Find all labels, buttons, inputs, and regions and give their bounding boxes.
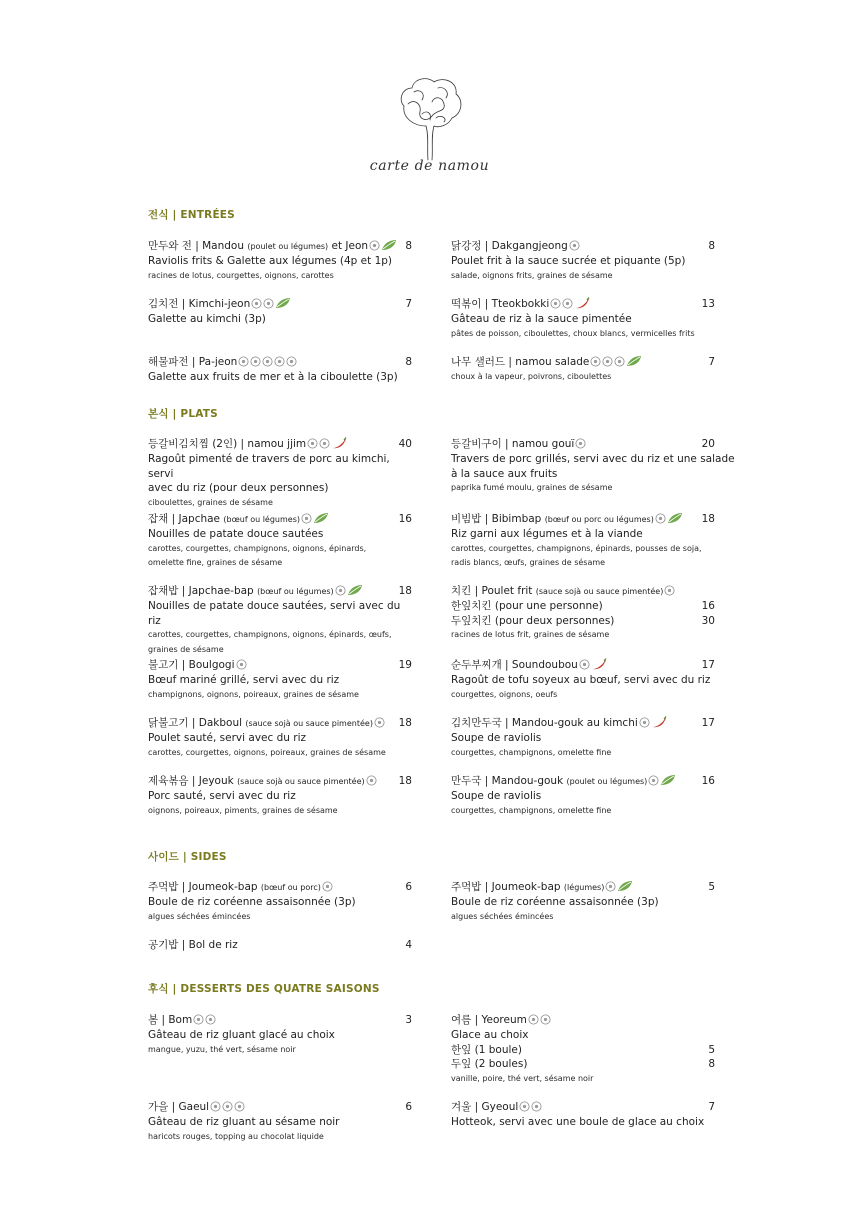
item-description: Ragoût pimenté de travers de porc au kimchi, servi bbox=[148, 453, 390, 480]
item-ingredients: courgettes, champignons, omelette fine bbox=[451, 805, 612, 815]
item-title: 제육볶음 | Jeyouk bbox=[148, 775, 234, 787]
item-description: Poulet sauté, servi avec du riz bbox=[148, 732, 307, 744]
item-note: (bœuf ou légumes) bbox=[223, 515, 300, 524]
section-title-desserts: 후식 | DESSERTS DES QUATRE SAISONS bbox=[148, 983, 380, 995]
item-title: 김치만두국 | Mandou-gouk au kimchi bbox=[451, 717, 638, 729]
allergen-icon bbox=[210, 1101, 221, 1112]
allergen-icon bbox=[319, 438, 330, 449]
item-option-double bbox=[451, 1057, 715, 1072]
section-title-plats: 본식 | PLATS bbox=[148, 408, 218, 420]
menu-item-joumeok-bap-veg bbox=[451, 880, 715, 924]
item-note: (sauce sojà ou sauce pimentée) bbox=[237, 777, 365, 786]
menu-item-mandou bbox=[148, 239, 412, 283]
menu-item-dakgangjeong bbox=[451, 239, 715, 283]
item-ingredients: salade, oignons frits, graines de sésame bbox=[451, 270, 613, 280]
item-title-suffix: et Jeon bbox=[331, 240, 369, 252]
allergen-icon bbox=[531, 1101, 542, 1112]
menu-item-soundoubou bbox=[451, 658, 715, 702]
allergen-icon bbox=[648, 775, 659, 786]
item-option-single bbox=[451, 599, 715, 614]
allergen-icon bbox=[193, 1014, 204, 1025]
allergen-icon bbox=[205, 1014, 216, 1025]
allergen-icon bbox=[238, 356, 249, 367]
item-ingredients: algues séchées émincées bbox=[148, 911, 251, 921]
allergen-icon bbox=[664, 585, 675, 596]
option-label: 한잎 (1 boule) bbox=[451, 1043, 522, 1056]
item-title: 겨울 | Gyeoul bbox=[451, 1101, 519, 1113]
item-title: 잡채밥 | Japchae-bap bbox=[148, 585, 254, 597]
item-description-2: avec du riz (pour deux personnes) bbox=[148, 482, 329, 494]
vegetarian-leaf-icon bbox=[313, 512, 329, 524]
item-option-double bbox=[451, 614, 715, 629]
item-note: (bœuf ou porc) bbox=[260, 883, 321, 892]
item-title: 주먹밥 | Joumeok-bap bbox=[148, 881, 258, 893]
option-price: 30 bbox=[701, 614, 715, 627]
allergen-icon bbox=[335, 585, 346, 596]
item-description: Riz garni aux légumes et à la viande bbox=[451, 528, 643, 540]
item-description: Ragoût de tofu soyeux au bœuf, servi avec du riz bbox=[451, 674, 711, 686]
item-ingredients: vanille, poire, thé vert, sésame noir bbox=[451, 1073, 594, 1083]
item-title: 순두부찌개 | Soundoubou bbox=[451, 659, 578, 671]
item-option-single bbox=[451, 1043, 715, 1058]
option-price: 16 bbox=[701, 600, 715, 612]
restaurant-logo bbox=[362, 74, 497, 176]
item-description: Soupe de raviolis bbox=[451, 732, 542, 744]
allergen-icon bbox=[614, 356, 625, 367]
vegetarian-leaf-icon bbox=[275, 297, 291, 309]
item-note: (poulet ou légumes) bbox=[247, 242, 329, 251]
allergen-icon bbox=[263, 298, 274, 309]
item-title: 비빔밥 | Bibimbap bbox=[451, 513, 542, 525]
item-note: (légumes) bbox=[563, 883, 605, 892]
vegetarian-leaf-icon bbox=[667, 512, 683, 524]
item-title: 나무 샐러드 | namou salade bbox=[451, 356, 590, 368]
item-title: 닭불고기 | Dakboul bbox=[148, 717, 243, 729]
item-price: 19 bbox=[398, 659, 412, 671]
chili-pepper-icon bbox=[651, 716, 667, 728]
menu-item-bibimbap bbox=[451, 512, 715, 571]
item-ingredients: racines de lotus frit, graines de sésame bbox=[451, 630, 610, 639]
menu-item-bol-de-riz bbox=[148, 938, 412, 953]
allergen-icon bbox=[540, 1014, 551, 1025]
allergen-icon bbox=[562, 298, 573, 309]
item-title: 가을 | Gaeul bbox=[148, 1101, 210, 1113]
item-ingredients-2: omelette fine, graines de sésame bbox=[148, 558, 283, 567]
item-price: 18 bbox=[398, 585, 412, 597]
allergen-icon bbox=[322, 881, 333, 892]
item-description: Poulet frit à la sauce sucrée et piquante (5p) bbox=[451, 255, 686, 267]
allergen-icon bbox=[369, 240, 380, 251]
item-title: 닭강정 | Dakgangjeong bbox=[451, 240, 568, 252]
option-price: 8 bbox=[708, 1058, 715, 1070]
item-price: 3 bbox=[405, 1014, 412, 1026]
item-ingredients: choux à la vapeur, poivrons, ciboulettes bbox=[451, 372, 612, 381]
item-price: 5 bbox=[708, 881, 715, 893]
menu-item-kimchi-jeon bbox=[148, 297, 412, 327]
item-price: 18 bbox=[701, 513, 715, 525]
chili-pepper-icon bbox=[574, 297, 590, 309]
vegetarian-leaf-icon bbox=[660, 774, 676, 786]
menu-item-gyeoul bbox=[451, 1100, 715, 1130]
item-title: 떡볶이 | Tteokbokki bbox=[451, 298, 550, 310]
item-title: 해물파전 | Pa-jeon bbox=[148, 356, 238, 368]
item-price: 13 bbox=[701, 298, 715, 310]
logo-text: carte de namou bbox=[369, 158, 490, 174]
allergen-icon bbox=[579, 659, 590, 670]
item-description: Gâteau de riz gluant glacé au choix bbox=[148, 1029, 335, 1041]
allergen-icon bbox=[366, 775, 377, 786]
item-title: 여름 | Yeoreum bbox=[451, 1014, 527, 1026]
item-note: (bœuf ou porc ou légumes) bbox=[544, 515, 654, 524]
item-note: (sauce sojà ou sauce pimentée) bbox=[535, 587, 664, 596]
item-description: Glace au choix bbox=[451, 1029, 529, 1041]
item-price: 7 bbox=[708, 356, 715, 368]
menu-item-gaeul bbox=[148, 1100, 412, 1144]
item-ingredients: pâtes de poisson, ciboulettes, choux blancs, vermicelles frits bbox=[451, 328, 695, 338]
option-price: 5 bbox=[708, 1043, 715, 1056]
section-title-sides: 사이드 | SIDES bbox=[148, 851, 227, 863]
item-price: 18 bbox=[398, 775, 412, 787]
item-ingredients: courgettes, oignons, oeufs bbox=[451, 689, 558, 699]
item-ingredients: carottes, courgettes, champignons, oignons, épinards, œufs, bbox=[148, 630, 392, 639]
vegetarian-leaf-icon bbox=[381, 239, 397, 251]
item-description: Hotteok, servi avec une boule de glace au choix bbox=[451, 1116, 705, 1128]
item-price: 8 bbox=[405, 240, 412, 252]
item-description: Gâteau de riz gluant au sésame noir bbox=[148, 1116, 340, 1128]
item-title: 만두와 전 | Mandou bbox=[148, 240, 245, 252]
item-description: Galette aux fruits de mer et à la ciboulette (3p) bbox=[148, 371, 398, 383]
menu-item-poulet-frit bbox=[451, 584, 715, 643]
item-description-2: à la sauce aux fruits bbox=[451, 467, 558, 480]
item-description: Bœuf mariné grillé, servi avec du riz bbox=[148, 674, 340, 686]
allergen-icon bbox=[519, 1101, 530, 1112]
option-label: 두잎 (2 boules) bbox=[451, 1058, 528, 1070]
allergen-icon bbox=[301, 513, 312, 524]
allergen-icon bbox=[605, 881, 616, 892]
menu-item-namou-jjim bbox=[148, 437, 412, 510]
item-price: 8 bbox=[708, 240, 715, 252]
item-ingredients: algues séchées émincées bbox=[451, 911, 554, 921]
allergen-icon bbox=[307, 438, 318, 449]
item-price: 16 bbox=[701, 775, 715, 787]
item-title: 주먹밥 | Joumeok-bap bbox=[451, 881, 561, 893]
vegetarian-leaf-icon bbox=[626, 355, 642, 367]
chili-pepper-icon bbox=[591, 658, 607, 670]
item-ingredients: courgettes, champignons, omelette fine bbox=[451, 747, 612, 757]
allergen-icon bbox=[236, 659, 247, 670]
allergen-icon bbox=[262, 356, 273, 367]
item-description: Raviolis frits & Galette aux légumes (4p et 1p) bbox=[148, 255, 393, 267]
menu-item-namou-goui bbox=[451, 437, 735, 496]
menu-item-dakboul bbox=[148, 716, 412, 760]
allergen-icon bbox=[250, 356, 261, 367]
item-title: 봄 | Bom bbox=[148, 1014, 193, 1026]
item-ingredients: ciboulettes, graines de sésame bbox=[148, 497, 273, 507]
allergen-icon bbox=[374, 717, 385, 728]
item-title: 김치전 | Kimchi-jeon bbox=[148, 298, 251, 310]
item-ingredients: champignons, oignons, poireaux, graines de sésame bbox=[148, 689, 359, 699]
item-title: 공기밥 | Bol de riz bbox=[148, 939, 238, 951]
allergen-icon bbox=[234, 1101, 245, 1112]
item-ingredients: carottes, courgettes, champignons, oignons, épinards, bbox=[148, 543, 367, 553]
item-ingredients-2: radis blancs, œufs, graines de sésame bbox=[451, 558, 606, 567]
item-ingredients: racines de lotus, courgettes, oignons, carottes bbox=[148, 270, 334, 280]
item-description: Soupe de raviolis bbox=[451, 790, 542, 802]
allergen-icon bbox=[639, 717, 650, 728]
allergen-icon bbox=[602, 356, 613, 367]
section-title-entrees: 전식 | ENTRÉES bbox=[148, 209, 235, 221]
item-ingredients: carottes, courgettes, champignons, épinards, pousses de soja, bbox=[451, 543, 702, 553]
item-description: Nouilles de patate douce sautées bbox=[148, 528, 324, 540]
item-title: 등갈비구이 | namou gouï bbox=[451, 438, 575, 450]
item-ingredients: oignons, poireaux, piments, graines de sésame bbox=[148, 805, 338, 815]
allergen-icon bbox=[274, 356, 285, 367]
item-note: (bœuf ou légumes) bbox=[257, 587, 334, 596]
allergen-icon bbox=[251, 298, 262, 309]
item-title: 등갈비김치찜 (2인) | namou jjim bbox=[148, 438, 307, 450]
item-price: 7 bbox=[405, 298, 412, 310]
item-price: 7 bbox=[708, 1101, 715, 1113]
menu-item-tteokbokki bbox=[451, 297, 715, 341]
menu-item-pa-jeon bbox=[148, 355, 412, 385]
item-description: Nouilles de patate douce sautées, servi avec du riz bbox=[148, 600, 401, 627]
vegetarian-leaf-icon bbox=[617, 880, 633, 892]
allergen-icon bbox=[590, 356, 601, 367]
allergen-icon bbox=[569, 240, 580, 251]
item-note: (poulet ou légumes) bbox=[566, 777, 648, 786]
item-price: 40 bbox=[398, 438, 412, 450]
allergen-icon bbox=[575, 438, 586, 449]
menu-item-yeoreum bbox=[451, 1013, 715, 1086]
item-description: Gâteau de riz à la sauce pimentée bbox=[451, 313, 632, 325]
item-title: 불고기 | Boulgogi bbox=[148, 659, 235, 671]
allergen-icon bbox=[655, 513, 666, 524]
item-ingredients-2: graines de sésame bbox=[148, 644, 224, 654]
item-ingredients: haricots rouges, topping au chocolat liquide bbox=[148, 1131, 324, 1141]
menu-item-jeyouk bbox=[148, 774, 412, 818]
item-price: 6 bbox=[405, 1101, 412, 1113]
menu-item-mandou-gouk-kimchi bbox=[451, 716, 715, 760]
item-price: 8 bbox=[405, 356, 412, 368]
allergen-icon bbox=[550, 298, 561, 309]
item-description: Porc sauté, servi avec du riz bbox=[148, 790, 296, 802]
item-price: 18 bbox=[398, 717, 412, 729]
menu-item-japchae-bap bbox=[148, 584, 412, 657]
item-ingredients: carottes, courgettes, oignons, poireaux, graines de sésame bbox=[148, 747, 386, 757]
item-description: Boule de riz coréenne assaisonnée (3p) bbox=[451, 896, 659, 908]
item-ingredients: mangue, yuzu, thé vert, sésame noir bbox=[148, 1044, 296, 1054]
item-title: 치킨 | Poulet frit bbox=[451, 585, 533, 597]
allergen-icon bbox=[528, 1014, 539, 1025]
item-price: 6 bbox=[405, 881, 412, 893]
allergen-icon bbox=[222, 1101, 233, 1112]
allergen-icon bbox=[286, 356, 297, 367]
tree-drawing-icon bbox=[392, 74, 468, 164]
item-price: 20 bbox=[701, 438, 715, 450]
menu-item-mandou-gouk bbox=[451, 774, 715, 818]
item-price: 16 bbox=[398, 513, 412, 525]
item-price: 17 bbox=[701, 659, 715, 671]
item-title: 만두국 | Mandou-gouk bbox=[451, 775, 564, 787]
menu-item-bom bbox=[148, 1013, 412, 1057]
option-label: 한잎치킨 (pour une personne) bbox=[451, 600, 603, 612]
item-description: Travers de porc grillés, servi avec du riz et une salade bbox=[451, 453, 735, 465]
vegetarian-leaf-icon bbox=[347, 584, 363, 596]
item-price: 17 bbox=[701, 717, 715, 729]
menu-item-namou-salade bbox=[451, 355, 715, 385]
chili-pepper-icon bbox=[331, 437, 347, 449]
item-description: Boule de riz coréenne assaisonnée (3p) bbox=[148, 896, 356, 908]
item-title: 잡채 | Japchae bbox=[148, 513, 221, 525]
menu-item-joumeok-bap-meat bbox=[148, 880, 412, 924]
item-note: (sauce sojà ou sauce pimentée) bbox=[245, 719, 373, 728]
menu-item-japchae bbox=[148, 512, 412, 571]
item-description: Galette au kimchi (3p) bbox=[148, 313, 266, 325]
item-price: 4 bbox=[405, 939, 412, 951]
item-ingredients: paprika fumé moulu, graines de sésame bbox=[451, 483, 613, 492]
menu-item-boulgogi bbox=[148, 658, 412, 702]
option-label: 두잎치킨 (pour deux personnes) bbox=[451, 614, 615, 627]
